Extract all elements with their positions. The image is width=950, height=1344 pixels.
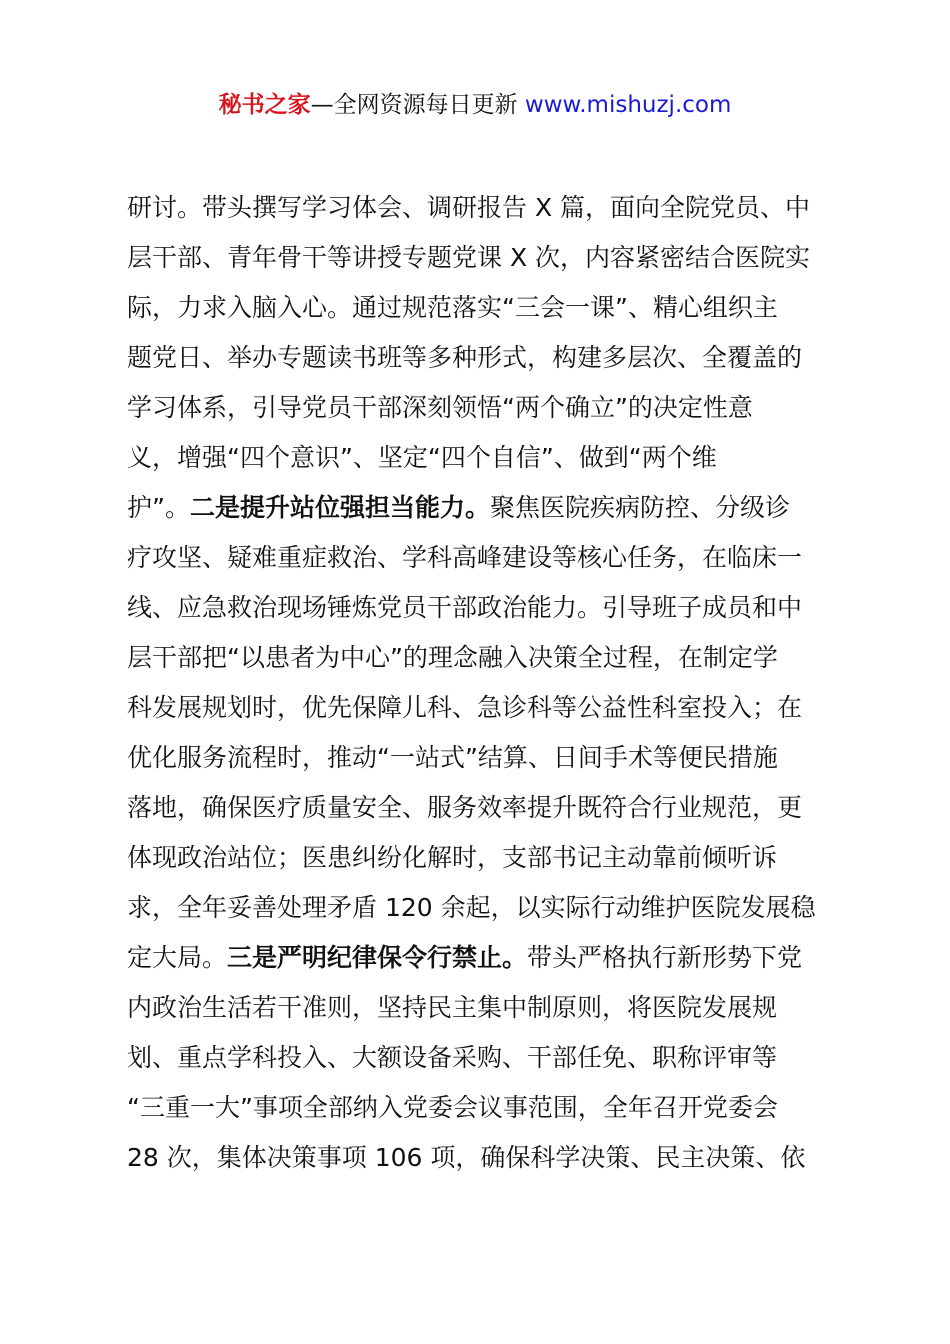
line-text: 聚焦医院疾病防控、分级诊	[489, 493, 790, 522]
text-line	[127, 283, 827, 333]
page-header	[0, 88, 950, 122]
line-text: 护”。	[127, 493, 190, 522]
text-line	[127, 783, 827, 833]
line-text: 落地，确保医疗质量安全、服务效率提升既符合行业规范，更	[127, 793, 803, 822]
text-line	[127, 883, 827, 933]
text-line	[127, 383, 827, 433]
line-text: 线、应急救治现场锤炼党员干部政治能力。引导班子成员和中	[127, 593, 803, 622]
line-text: 内政治生活若干准则，坚持民主集中制原则，将医院发展规	[127, 993, 778, 1022]
text-line	[127, 433, 827, 483]
text-line	[127, 933, 827, 983]
line-text: 层干部把“以患者为中心”的理念融入决策全过程，在制定学	[127, 643, 778, 672]
text-line	[127, 483, 827, 533]
text-line	[127, 1133, 827, 1183]
line-text: 题党日、举办专题读书班等多种形式，构建多层次、全覆盖的	[127, 343, 803, 372]
line-text: 划、重点学科投入、大额设备采购、干部任免、职称评审等	[127, 1043, 778, 1072]
line-text: 求，全年妥善处理矛盾 120 余起，以实际行动维护医院发展稳	[127, 893, 816, 922]
bold-heading-text: 三是严明纪律保令行禁止。	[227, 943, 528, 972]
text-line	[127, 1033, 827, 1083]
header-tagline: —全网资源每日更新	[310, 92, 518, 118]
line-text: 研讨。带头撰写学习体会、调研报告 X 篇，面向全院党员、中	[127, 193, 811, 222]
text-line	[127, 233, 827, 283]
text-line	[127, 183, 827, 233]
text-line	[127, 733, 827, 783]
text-line	[127, 533, 827, 583]
line-text: 层干部、青年骨干等讲授专题党课 X 次，内容紧密结合医院实	[127, 243, 811, 272]
site-url-link[interactable]: www.mishuzj.com	[524, 92, 732, 118]
text-line	[127, 683, 827, 733]
line-text: “三重一大”事项全部纳入党委会议事范围，全年召开党委会	[127, 1093, 778, 1122]
line-text: 学习体系，引导党员干部深刻领悟“两个确立”的决定性意	[127, 393, 753, 422]
text-line	[127, 333, 827, 383]
document-body	[127, 183, 827, 1183]
line-text: 际，力求入脑入心。通过规范落实“三会一课”、精心组织主	[127, 293, 778, 322]
text-line	[127, 583, 827, 633]
line-text: 28 次，集体决策事项 106 项，确保科学决策、民主决策、依	[127, 1143, 806, 1172]
line-text: 义，增强“四个意识”、坚定“四个自信”、做到“两个维	[127, 443, 717, 472]
bold-heading-text: 二是提升站位强担当能力。	[189, 493, 490, 522]
text-line	[127, 833, 827, 883]
line-text: 优化服务流程时，推动“一站式”结算、日间手术等便民措施	[127, 743, 778, 772]
text-line	[127, 1083, 827, 1133]
line-text: 科发展规划时，优先保障儿科、急诊科等公益性科室投入；在	[127, 693, 803, 722]
text-line	[127, 983, 827, 1033]
line-text: 带头严格执行新形势下党	[527, 943, 803, 972]
line-text: 疗攻坚、疑难重症救治、学科高峰建设等核心任务，在临床一	[127, 543, 803, 572]
line-text: 体现政治站位；医患纠纷化解时，支部书记主动靠前倾听诉	[127, 843, 778, 872]
line-text: 定大局。	[127, 943, 228, 972]
brand-name: 秘书之家	[218, 92, 311, 118]
text-line	[127, 633, 827, 683]
